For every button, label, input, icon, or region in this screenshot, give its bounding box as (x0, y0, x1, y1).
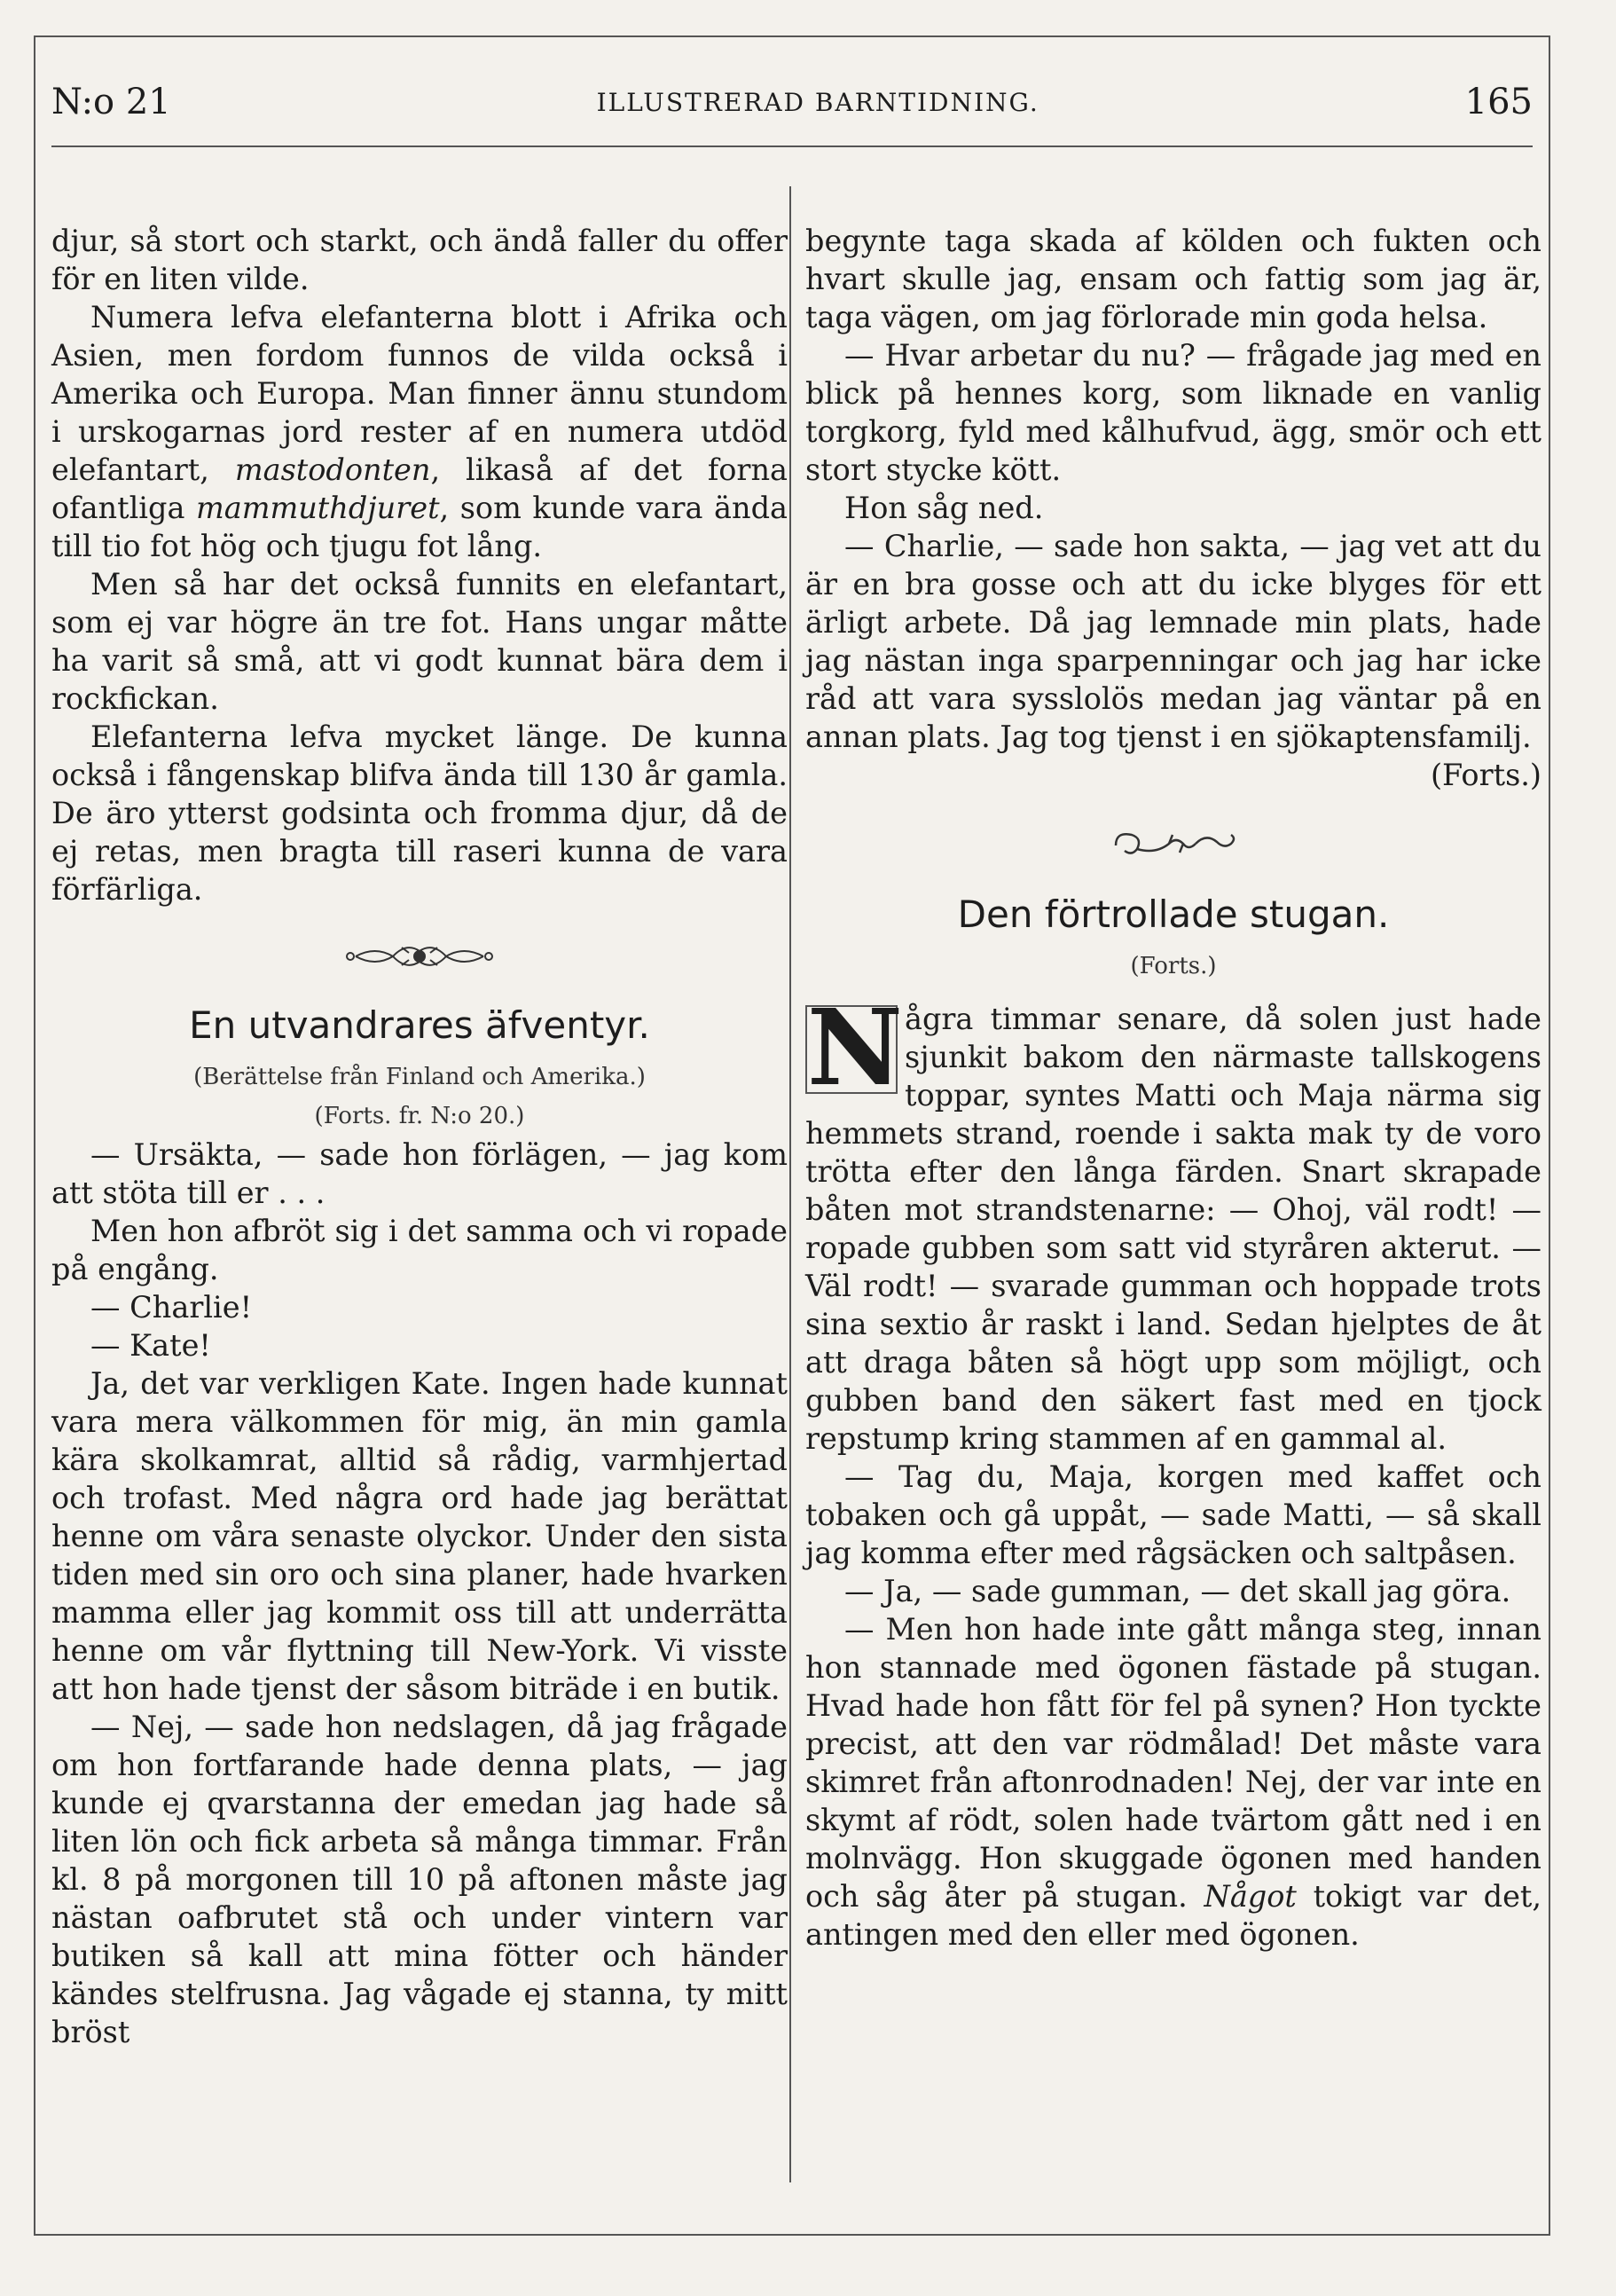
newspaper-page (34, 35, 1550, 2236)
paragraph: — Tag du, Maja, korgen med kaffet och tobaken och gå uppåt, — sade Matti, — så skall jag komma efter med rågsäcken och saltpåsen. (805, 1459, 1541, 1570)
paragraph: Ja, det var verkligen Kate. Ingen hade kunnat vara mera välkommen för mig, än min gamla kära skolkamrat, alltid så rådig, varmhjertad och trofast. Med några ord hade jag berättat henne om våra senaste olyckor. Under den sista tiden med sin oro och sina planer, hade hvarken mamma eller jag kommit oss till att underrätta henne om vår flyttning till New-York. Vi visste att hon hade tjenst der såsom biträde i en butik. (51, 1366, 788, 1706)
header-rule (51, 145, 1533, 147)
page-header (51, 71, 1533, 133)
paragraph: — Nej, — sade hon nedslagen, då jag frågade om hon fortfarande hade denna plats, — jag kunde ej qvarstanna der emedan jag hade så liten lön och fick arbeta så många timmar. Från kl. 8 på morgonen till 10 på aftonen måste jag nästan oafbrutet stå och under vintern var butiken så kall att mina fötter och händer kändes stelfrusna. Jag vågade ej stanna, ty mitt bröst (51, 1710, 788, 2049)
story-body (805, 986, 1541, 1458)
paragraph: — Men hon hade inte gått många steg, innan hon stannade med ögonen fästade på stugan. Hvad hade hon fått för fel på synen? Hon tyckte precist, att den var rödmålad! Det måste vara skimret från aftonrodnaden! Nej, der var inte en skymt af rödt, solen hade tvärtom gått ned i en molnvägg. Hon skuggade ögonen med handen och såg åter på stugan. Något tokigt var det, antingen med den eller med ögonen. (805, 1612, 1542, 1952)
page-border-left (34, 35, 35, 2236)
paragraph: — Kate! (90, 1328, 211, 1363)
paragraph: Elefanterna lefva mycket länge. De kunna också i fångenskap blifva ända till 130 år gamla. De äro ytterst godsinta och fromma djur, då de ej retas, men bragta till raseri kunna de vara förfärliga. (51, 719, 788, 907)
paragraph: — Ja, — sade gumman, — det skall jag göra. (844, 1574, 1511, 1608)
paragraph: ågra timmar senare, då solen just hade sjunkit bakom den närmaste tallskogens toppar, syntes Matti och Maja närma sig hemmets strand, roende i sakta mak ty de voro trötta efter den långa färden. Snart skrapade båten mot strandstenarne: — Ohoj, väl rodt! — ropade gubben som satt vid styråren akterut. — Väl rodt! — svarade gumman och hoppade trots sina sextio år raskt i land. Sedan hjelptes de åt att draga båten så högt upp som möjligt, och gubben band den säkert fast med en tjock repstump kring stammen af en gammal al. (805, 1002, 1541, 1456)
page-border-bottom (34, 2234, 1550, 2236)
story-continuation-note: (Forts. fr. N:o 20.) (314, 1103, 525, 1129)
right-column (805, 222, 1541, 1954)
issue-number: N:o 21 (51, 82, 171, 122)
italic-word: Något (1204, 1879, 1297, 1914)
drop-cap-letter: N (807, 986, 903, 1109)
column-divider (789, 186, 791, 2182)
page-border-right (1549, 35, 1550, 2236)
left-column (51, 222, 788, 2051)
floral-vignette-icon (51, 939, 788, 974)
paragraph: — Hvar arbetar du nu? — frågade jag med en blick på hennes korg, som liknade en vanlig torgkorg, fyld med kålhufvud, ägg, smör och ett stort stycke kött. (805, 338, 1541, 487)
paragraph: — Ursäkta, — sade hon förlägen, — jag kom att stöta till er . . . (51, 1137, 788, 1210)
page-number: 165 (1464, 82, 1533, 122)
paragraph: Men hon afbröt sig i det samma och vi ropade på engång. (51, 1214, 788, 1286)
running-head: ILLUSTRERAD BARNTIDNING. (596, 87, 1039, 117)
paragraph: begynte taga skada af kölden och fukten och hvart skulle jag, ensam och fattig som jag är, taga vägen, om jag förlorade min goda helsa. (805, 224, 1541, 334)
story-continuation-note: (Forts.) (1130, 953, 1217, 979)
paragraph: — Charlie, — sade hon sakta, — jag vet att du är en bra gosse och att du icke blyges för ett ärligt arbete. Då jag lemnade min plats, hade jag nästan inga sparpenningar och jag har icke råd att vara sysslolös medan jag väntar på en annan plats. Jag tog tjenst i en sjökaptensfamilj. (805, 529, 1541, 754)
story-title: En utvandrares äfventyr. (189, 1003, 650, 1047)
story-subtitle: (Berättelse från Finland och Amerika.) (193, 1064, 646, 1090)
continued-note: (Forts.) (1430, 758, 1541, 792)
scroll-flourish-icon (805, 824, 1541, 863)
paragraph: — Charlie! (90, 1290, 253, 1325)
paragraph: Numera lefva elefanterna blott i Afrika och Asien, men fordom funnos de vilda också i Amerika och Europa. Man finner ännu stundom i urskogarnas jord rester af en numera utdöd elefantart, mastodonten, likaså af det forna ofantliga mammuthdjuret, som kunde vara ända till tio fot hög och tjugu fot lång. (51, 300, 788, 563)
paragraph: Men så har det också funnits en elefantart, som ej var högre än tre fot. Hans ungar måtte ha varit så små, att vi godt kunnat bära dem i rockfickan. (51, 567, 788, 716)
italic-term: mammuthdjuret (195, 491, 440, 525)
page-border-top (34, 35, 1550, 37)
paragraph: Hon såg ned. (844, 491, 1044, 525)
story-title: Den förtrollade stugan. (957, 892, 1390, 936)
paragraph: djur, så stort och starkt, och ändå faller du offer för en liten vilde. (51, 224, 788, 296)
italic-term: mastodonten (234, 452, 431, 487)
